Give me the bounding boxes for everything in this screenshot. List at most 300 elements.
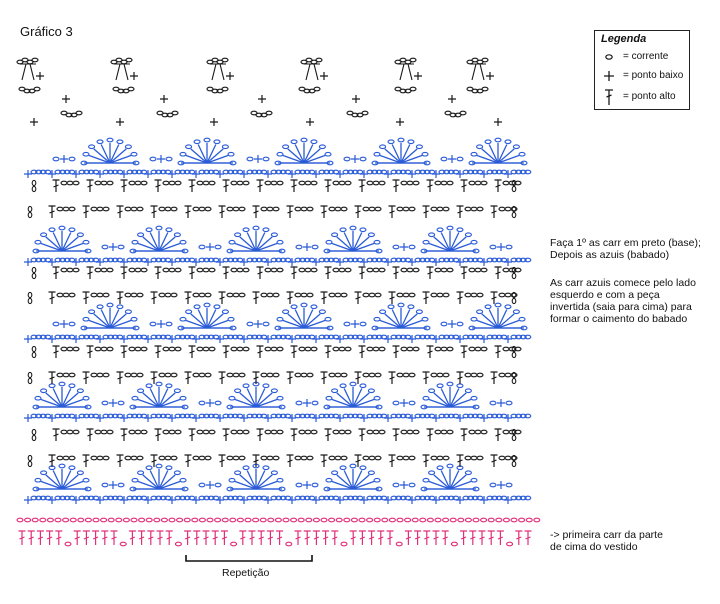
chain-stitch — [222, 518, 228, 522]
double-crochet-stitch — [457, 455, 464, 467]
chain-stitch — [107, 138, 113, 142]
chain-stitch — [512, 212, 516, 217]
chain-stitch — [388, 305, 394, 309]
shell-stitch — [240, 393, 256, 407]
chain-stitch — [177, 518, 183, 522]
chain-stitch — [409, 207, 415, 211]
chain-stitch — [271, 471, 277, 475]
chain-stitch — [283, 310, 289, 314]
double-crochet-stitch — [495, 429, 502, 441]
chain-stitch — [199, 245, 205, 249]
chain-stitch — [374, 152, 380, 156]
double-crochet-stitch — [117, 206, 124, 218]
single-crochet-stitch — [60, 320, 68, 328]
chain-stitch — [477, 293, 483, 297]
chain-stitch — [205, 373, 211, 377]
single-crochet-stitch — [109, 243, 117, 251]
chain-stitch — [146, 384, 152, 388]
chain-stitch — [126, 58, 132, 62]
chain-stitch — [277, 152, 283, 156]
shell-stitch — [46, 237, 62, 251]
chain-stitch — [28, 206, 32, 211]
chain-stitch — [107, 268, 113, 272]
double-crochet-stitch — [427, 267, 434, 279]
chain-stitch — [344, 157, 350, 161]
chain-stitch — [513, 145, 519, 149]
chain-stitch — [409, 483, 415, 487]
chain-stitch — [91, 373, 97, 377]
double-crochet-stitch — [295, 531, 302, 545]
double-crochet-stitch — [359, 346, 366, 358]
chain-stitch — [447, 382, 453, 386]
chain-stitch — [159, 373, 165, 377]
single-crochet-stitch — [210, 118, 218, 126]
chain-stitch — [296, 483, 302, 487]
chain-stitch — [192, 518, 198, 522]
chain-stitch — [423, 396, 429, 400]
chain-stitch — [271, 233, 277, 237]
chain-stitch — [57, 456, 63, 460]
chain-stitch — [350, 226, 356, 230]
double-crochet-stitch — [495, 180, 502, 192]
chain-stitch — [369, 456, 375, 460]
chain-stitch — [368, 471, 374, 475]
chain-stitch — [375, 456, 381, 460]
chain-stitch — [166, 228, 172, 232]
chain-stitch — [341, 542, 347, 546]
chain-stitch — [230, 518, 236, 522]
chain-stitch — [101, 347, 107, 351]
chain-stitch — [175, 181, 181, 185]
double-crochet-stitch — [427, 346, 434, 358]
chain-stitch — [237, 181, 243, 185]
single-crochet-stitch — [494, 118, 502, 126]
double-crochet-stitch — [253, 292, 260, 304]
chain-stitch — [28, 461, 32, 466]
chain-stitch — [409, 373, 415, 377]
chain-stitch — [203, 268, 209, 272]
double-crochet-stitch — [111, 531, 118, 545]
double-crochet-stitch — [393, 267, 400, 279]
chain-stitch — [107, 347, 113, 351]
chain-stitch — [271, 430, 277, 434]
chain-stitch — [199, 456, 205, 460]
chain-stitch — [367, 518, 373, 522]
double-crochet-stitch — [49, 372, 56, 384]
single-crochet-stitch — [414, 72, 422, 80]
chain-stitch — [471, 207, 477, 211]
chain-stitch — [503, 347, 509, 351]
double-crochet-stitch — [223, 346, 230, 358]
double-crochet-stitch — [331, 531, 338, 545]
chain-stitch — [340, 228, 346, 232]
chain-stitch — [471, 293, 477, 297]
chain-stitch — [369, 207, 375, 211]
chain-stitch — [471, 373, 477, 377]
shell-stitch — [482, 314, 498, 328]
shell-stitch — [62, 393, 78, 407]
chain-stitch — [397, 373, 403, 377]
double-crochet-stitch — [212, 531, 219, 545]
chain-stitch — [135, 347, 141, 351]
shell-stitch — [434, 393, 450, 407]
double-crochet-stitch — [389, 455, 396, 467]
chain-stitch — [174, 471, 180, 475]
chain-stitch — [267, 456, 273, 460]
chain-stitch — [389, 518, 395, 522]
double-crochet-stitch — [184, 531, 191, 545]
chain-stitch — [363, 207, 369, 211]
chain-stitch — [118, 401, 124, 405]
chain-stitch — [263, 228, 269, 232]
chain-stitch — [314, 87, 320, 91]
double-crochet-stitch — [83, 372, 90, 384]
chain-stitch — [95, 347, 101, 351]
chain-stitch — [437, 207, 443, 211]
double-crochet-stitch — [488, 531, 495, 545]
chain-stitch — [207, 518, 213, 522]
chain-stitch — [332, 389, 338, 393]
chain-stitch — [32, 346, 36, 351]
chain-stitch — [465, 293, 471, 297]
chain-stitch — [435, 181, 441, 185]
chain-stitch — [447, 226, 453, 230]
chain-stitch — [205, 456, 211, 460]
chain-stitch — [368, 233, 374, 237]
chain-stitch — [335, 207, 341, 211]
chain-stitch — [165, 373, 171, 377]
chain-stitch — [83, 317, 89, 321]
double-crochet-stitch — [461, 346, 468, 358]
chain-stitch — [477, 207, 483, 211]
chain-stitch — [103, 207, 109, 211]
chain-stitch — [263, 322, 269, 326]
chain-stitch — [101, 268, 107, 272]
chain-stitch — [159, 293, 165, 297]
chain-stitch — [25, 518, 31, 522]
double-crochet-stitch — [189, 180, 196, 192]
chain-stitch — [260, 518, 266, 522]
chain-stitch — [503, 430, 509, 434]
chain-stitch — [471, 478, 477, 482]
single-crochet-stitch — [448, 320, 456, 328]
double-crochet-stitch — [83, 455, 90, 467]
chain-stitch — [265, 268, 271, 272]
chain-stitch — [397, 456, 403, 460]
chain-stitch — [475, 347, 481, 351]
chain-stitch — [481, 181, 487, 185]
double-crochet-stitch — [287, 292, 294, 304]
chain-stitch — [409, 401, 415, 405]
double-crochet-stitch — [393, 346, 400, 358]
chain-stitch — [441, 157, 447, 161]
chain-stitch — [413, 347, 419, 351]
double-crochet-stitch — [267, 531, 274, 545]
chain-stitch — [485, 140, 491, 144]
chain-stitch — [61, 430, 67, 434]
chain-stitch — [163, 181, 169, 185]
chain-stitch — [95, 181, 101, 185]
chain-stitch — [83, 396, 89, 400]
chain-stitch — [175, 430, 181, 434]
double-crochet-stitch — [185, 455, 192, 467]
chain-stitch — [101, 181, 107, 185]
chain-stitch — [363, 373, 369, 377]
chain-stitch — [97, 373, 103, 377]
chain-stitch — [233, 456, 239, 460]
double-crochet-stitch — [157, 531, 164, 545]
single-crochet-stitch — [254, 320, 262, 328]
chain-stitch — [231, 542, 237, 546]
chain-stitch — [435, 347, 441, 351]
chain-stitch — [229, 478, 235, 482]
chain-stitch — [465, 389, 471, 393]
single-crochet-stitch — [109, 481, 117, 489]
chain-stitch — [159, 207, 165, 211]
chain-stitch — [245, 518, 251, 522]
chain-stitch — [305, 268, 311, 272]
chain-stitch — [17, 518, 23, 522]
double-crochet-stitch — [423, 372, 430, 384]
chain-stitch — [341, 373, 347, 377]
chain-stitch — [423, 478, 429, 482]
single-crochet-stitch — [226, 72, 234, 80]
chain-stitch — [199, 293, 205, 297]
chain-stitch — [131, 373, 137, 377]
double-crochet-stitch — [414, 531, 421, 545]
double-crochet-stitch — [203, 531, 210, 545]
note-line: As carr azuis comece pelo lado — [550, 277, 696, 289]
chain-stitch — [273, 373, 279, 377]
double-crochet-stitch — [147, 531, 154, 545]
double-crochet-stitch — [121, 429, 128, 441]
chain-stitch — [91, 456, 97, 460]
chain-stitch — [231, 268, 237, 272]
double-crochet-stitch — [87, 346, 94, 358]
chain-stitch — [410, 58, 416, 62]
chain-stitch — [41, 471, 47, 475]
chain-stitch — [499, 207, 505, 211]
chain-stitch — [117, 305, 123, 309]
chain-stitch — [490, 245, 496, 249]
chain-stitch — [193, 207, 199, 211]
chain-stitch — [345, 430, 351, 434]
chain-stitch — [379, 181, 385, 185]
chain-stitch — [403, 373, 409, 377]
chain-stitch — [307, 207, 313, 211]
chain-stitch — [141, 181, 147, 185]
chain-stitch — [401, 430, 407, 434]
chain-stitch — [277, 396, 283, 400]
double-crochet-stitch — [223, 429, 230, 441]
chain-stitch — [329, 518, 335, 522]
chain-stitch — [295, 373, 301, 377]
chain-stitch — [437, 384, 443, 388]
chain-stitch — [166, 384, 172, 388]
chain-stitch — [506, 401, 512, 405]
chain-stitch — [481, 347, 487, 351]
chain-stitch — [447, 268, 453, 272]
chain-stitch — [316, 58, 322, 62]
chain-stitch — [408, 305, 414, 309]
chain-stitch — [65, 542, 71, 546]
shell-stitch — [498, 314, 514, 328]
chain-stitch — [97, 305, 103, 309]
note-line: invertida (saia para cima) para — [550, 301, 692, 313]
chain-stitch — [512, 461, 516, 466]
chain-stitch — [166, 157, 172, 161]
chain-stitch — [277, 430, 283, 434]
chain-stitch — [367, 181, 373, 185]
chain-stitch — [345, 268, 351, 272]
chain-stitch — [336, 518, 342, 522]
chain-stitch — [214, 305, 220, 309]
chain-stitch — [28, 378, 32, 383]
chain-stitch — [146, 466, 152, 470]
single-crochet-stitch — [60, 155, 68, 163]
double-crochet-stitch — [355, 292, 362, 304]
chain-stitch — [108, 518, 114, 522]
chain-stitch — [488, 518, 494, 522]
chain-stitch — [161, 518, 167, 522]
shell-stitch — [143, 237, 159, 251]
double-crochet-stitch — [423, 206, 430, 218]
shell-stitch — [434, 475, 450, 489]
double-crochet-stitch — [219, 372, 226, 384]
chain-stitch — [261, 373, 267, 377]
chain-stitch — [431, 207, 437, 211]
chain-stitch — [403, 456, 409, 460]
chain-stitch — [77, 471, 83, 475]
chain-stitch — [333, 181, 339, 185]
chain-stitch — [311, 430, 317, 434]
shell-stitch — [62, 237, 78, 251]
shell-stitch — [304, 149, 320, 163]
chain-stitch — [32, 518, 38, 522]
double-crochet-stitch — [193, 531, 200, 545]
chain-stitch — [435, 268, 441, 272]
chain-stitch — [243, 268, 249, 272]
chain-stitch — [271, 268, 277, 272]
double-crochet-stitch — [221, 531, 228, 545]
chain-stitch — [180, 396, 186, 400]
chain-stitch — [268, 518, 274, 522]
shell-stitch — [304, 314, 320, 328]
chain-stitch — [243, 466, 249, 470]
legend-label-single-crochet: = ponto baixo — [623, 70, 684, 81]
chain-stitch — [267, 207, 273, 211]
chain-stitch — [267, 293, 273, 297]
single-crochet-stitch — [497, 243, 505, 251]
chain-stitch — [431, 456, 437, 460]
chain-stitch — [450, 518, 456, 522]
single-crochet-stitch — [448, 95, 456, 103]
double-crochet-stitch — [460, 531, 467, 545]
chain-stitch — [499, 293, 505, 297]
double-crochet-stitch — [121, 180, 128, 192]
chain-stitch — [519, 152, 525, 156]
chain-stitch — [222, 145, 228, 149]
chain-stitch — [199, 518, 205, 522]
double-crochet-stitch — [389, 372, 396, 384]
chain-stitch — [193, 456, 199, 460]
chain-stitch — [199, 373, 205, 377]
chain-stitch — [138, 471, 144, 475]
double-crochet-stitch — [74, 531, 81, 545]
chain-stitch — [335, 293, 341, 297]
chain-stitch — [118, 483, 124, 487]
chain-stitch — [283, 518, 289, 522]
chain-stitch — [435, 430, 441, 434]
single-crochet-stitch — [400, 243, 408, 251]
chain-stitch — [209, 430, 215, 434]
chain-stitch — [457, 384, 463, 388]
chain-stitch — [329, 456, 335, 460]
chain-stitch — [275, 518, 281, 522]
chain-stitch — [513, 310, 519, 314]
shell-stitch — [207, 149, 223, 163]
chain-stitch — [374, 240, 380, 244]
chain-stitch — [401, 347, 407, 351]
double-crochet-stitch — [405, 531, 412, 545]
chain-stitch — [422, 152, 428, 156]
legend-label-chain: = corrente — [623, 51, 669, 62]
single-crochet-stitch — [351, 155, 359, 163]
chain-stitch — [131, 293, 137, 297]
chain-stitch — [477, 310, 483, 314]
chain-stitch — [319, 145, 325, 149]
chain-stitch — [137, 456, 143, 460]
chain-stitch — [243, 347, 249, 351]
double-crochet-stitch — [49, 206, 56, 218]
chain-stitch — [233, 207, 239, 211]
chain-stitch — [102, 401, 108, 405]
chain-stitch — [263, 157, 269, 161]
chain-stitch — [222, 58, 228, 62]
double-crochet-stitch — [166, 531, 173, 545]
double-crochet-stitch — [387, 531, 394, 545]
double-crochet-stitch — [304, 531, 311, 545]
chain-stitch — [345, 347, 351, 351]
double-crochet-stitch — [423, 455, 430, 467]
single-crochet-stitch — [303, 243, 311, 251]
chain-stitch — [286, 542, 292, 546]
chain-stitch — [138, 389, 144, 393]
chain-stitch — [141, 430, 147, 434]
chain-stitch — [169, 518, 175, 522]
chain-stitch — [277, 317, 283, 321]
chain-stitch — [447, 430, 453, 434]
chain-stitch — [465, 373, 471, 377]
double-crochet-stitch — [121, 267, 128, 279]
chain-stitch — [193, 373, 199, 377]
double-crochet-stitch — [359, 429, 366, 441]
double-crochet-stitch — [355, 206, 362, 218]
chain-stitch — [69, 373, 75, 377]
chain-stitch — [283, 145, 289, 149]
chain-stitch — [125, 293, 131, 297]
double-crochet-stitch — [276, 531, 283, 545]
legend-label-double-crochet: = ponto alto — [623, 91, 676, 102]
chain-stitch — [301, 303, 307, 307]
double-crochet-stitch — [46, 531, 53, 545]
single-crochet-stitch — [497, 399, 505, 407]
chain-stitch — [482, 58, 488, 62]
chain-stitch — [231, 181, 237, 185]
shell-stitch — [450, 393, 466, 407]
chain-stitch — [129, 181, 135, 185]
shell-stitch — [498, 149, 514, 163]
